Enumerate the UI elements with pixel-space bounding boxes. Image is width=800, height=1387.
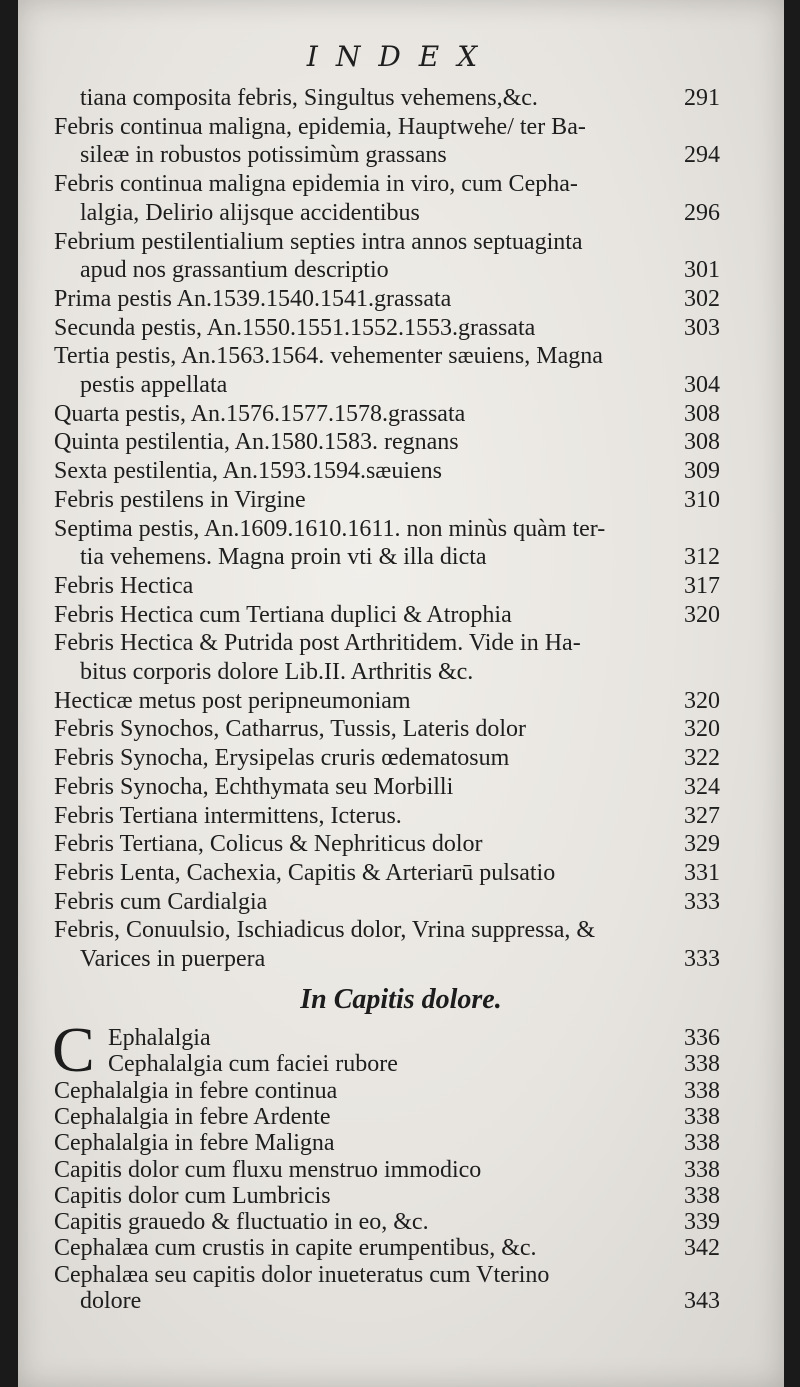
entry-text: tia vehemens. Magna proin vti & illa dicta [80,544,487,571]
entry-text: Febris Hectica & Putrida post Arthritidem. Vide in Ha- [54,630,581,657]
entry-page-number: 294 [684,142,720,169]
section-title: In Capitis dolore. [300,984,502,1015]
entry-page-number: 338 [684,1103,720,1130]
entry-page-number: 333 [684,888,720,915]
page-header: INDEX [306,40,496,73]
entry-text: Cephalalgia in febre Ardente [54,1103,331,1130]
entry-text: Cephalæa cum crustis in capite erumpentibus, &c. [54,1235,537,1262]
entry-page-number: 338 [684,1156,720,1183]
entry-page-number: 320 [684,601,720,628]
entry-text: Cephalæa seu capitis dolor inueteratus cum Vterino [54,1261,550,1288]
entry-text: Quinta pestilentia, An.1580.1583. regnans [54,429,459,456]
entry-text: Febris Synocha, Echthymata seu Morbilli [54,773,454,800]
entry-page-number: 301 [684,257,720,284]
entry-text: Febris Hectica cum Tertiana duplici & Atrophia [54,601,512,628]
entry-text: Febris continua maligna epidemia in viro, cum Cepha- [54,171,578,198]
entry-text: Febris pestilens in Virgine [54,486,306,513]
entry-text: Cephalalgia cum faciei rubore [108,1051,398,1078]
entry-text: pestis appellata [80,372,228,398]
entry-page-number: 309 [684,458,720,485]
entry-page-number: 304 [684,372,720,398]
entry-page-number: 320 [684,687,720,714]
entry-text: Febris continua maligna, epidemia, Hauptwehe/ ter Ba- [54,113,586,140]
entry-text: Febris cum Cardialgia [54,888,268,915]
entry-page-number: 338 [684,1051,720,1078]
entry-page-number: 338 [684,1182,720,1209]
book-page [18,0,784,1387]
entry-text: Prima pestis An.1539.1540.1541.grassata [54,285,452,312]
entry-page-number: 324 [684,773,720,800]
entry-text: Febris Tertiana intermittens, Icterus. [54,802,402,829]
entry-text: Secunda pestis, An.1550.1551.1552.1553.grassata [54,314,536,341]
entry-text: Febris Lenta, Cachexia, Capitis & Arteriarū pulsatio [54,859,556,886]
entry-text: Cephalalgia in febre continua [54,1077,338,1104]
entry-text: Hecticæ metus post peripneumoniam [54,687,411,714]
entry-page-number: 342 [684,1235,720,1262]
entry-text: Septima pestis, An.1609.1610.1611. non minùs quàm ter- [54,515,606,542]
entry-page-number: 333 [684,946,720,972]
entry-text: Febrium pestilentialium septies intra annos septuaginta [54,228,583,255]
entry-text: Febris Tertiana, Colicus & Nephriticus dolor [54,831,483,858]
entry-text: Ephalalgia [108,1025,211,1051]
entry-page-number: 310 [684,486,720,513]
entry-page-number: 308 [684,429,720,456]
entry-text: Febris, Conuulsio, Ischiadicus dolor, Vrina suppressa, & [54,917,596,944]
entry-text: apud nos grassantium descriptio [80,257,389,284]
entry-page-number: 291 [684,85,720,111]
entry-text: Capitis grauedo & fluctuatio in eo, &c. [54,1209,429,1236]
entry-text: Cephalalgia in febre Maligna [54,1130,335,1157]
entry-page-number: 303 [684,314,720,341]
entry-text: Febris Hectica [54,572,194,599]
section-entries [18,0,784,1387]
drop-cap: C [52,1014,95,1085]
entry-page-number: 317 [684,572,720,599]
entry-page-number: 320 [684,716,720,743]
entry-page-number: 339 [684,1209,720,1236]
entry-text: Quarta pestis, An.1576.1577.1578.grassata [54,400,466,427]
entry-page-number: 302 [684,285,720,312]
entry-page-number: 296 [684,199,720,226]
entry-text: Febris Synocha, Erysipelas cruris œdematosum [54,745,510,772]
entry-page-number: 327 [684,802,720,829]
entry-page-number: 336 [684,1025,720,1051]
entry-page-number: 308 [684,400,720,427]
entry-page-number: 312 [684,544,720,571]
entry-text: Sexta pestilentia, An.1593.1594.sæuiens [54,458,442,485]
entry-text: dolore [80,1288,142,1314]
entry-page-number: 343 [684,1288,720,1314]
entry-text: tiana composita febris, Singultus vehemens,&c. [80,85,538,111]
entry-text: sileæ in robustos potissimùm grassans [80,142,447,169]
entry-page-number: 338 [684,1077,720,1104]
entry-text: lalgia, Delirio alijsque accidentibus [80,199,420,226]
entry-text: Febris Synochos, Catharrus, Tussis, Lateris dolor [54,716,527,743]
entry-text: Tertia pestis, An.1563.1564. vehementer sæuiens, Magna [54,343,603,370]
entry-page-number: 322 [684,745,720,772]
entry-text: Capitis dolor cum Lumbricis [54,1182,331,1209]
entry-text: bitus corporis dolore Lib.II. Arthritis &c. [80,659,474,685]
entry-page-number: 331 [684,859,720,886]
entry-page-number: 329 [684,831,720,858]
entry-text: Varices in puerpera [80,946,266,972]
entry-text: Capitis dolor cum fluxu menstruo immodico [54,1156,482,1183]
entry-page-number: 338 [684,1130,720,1157]
